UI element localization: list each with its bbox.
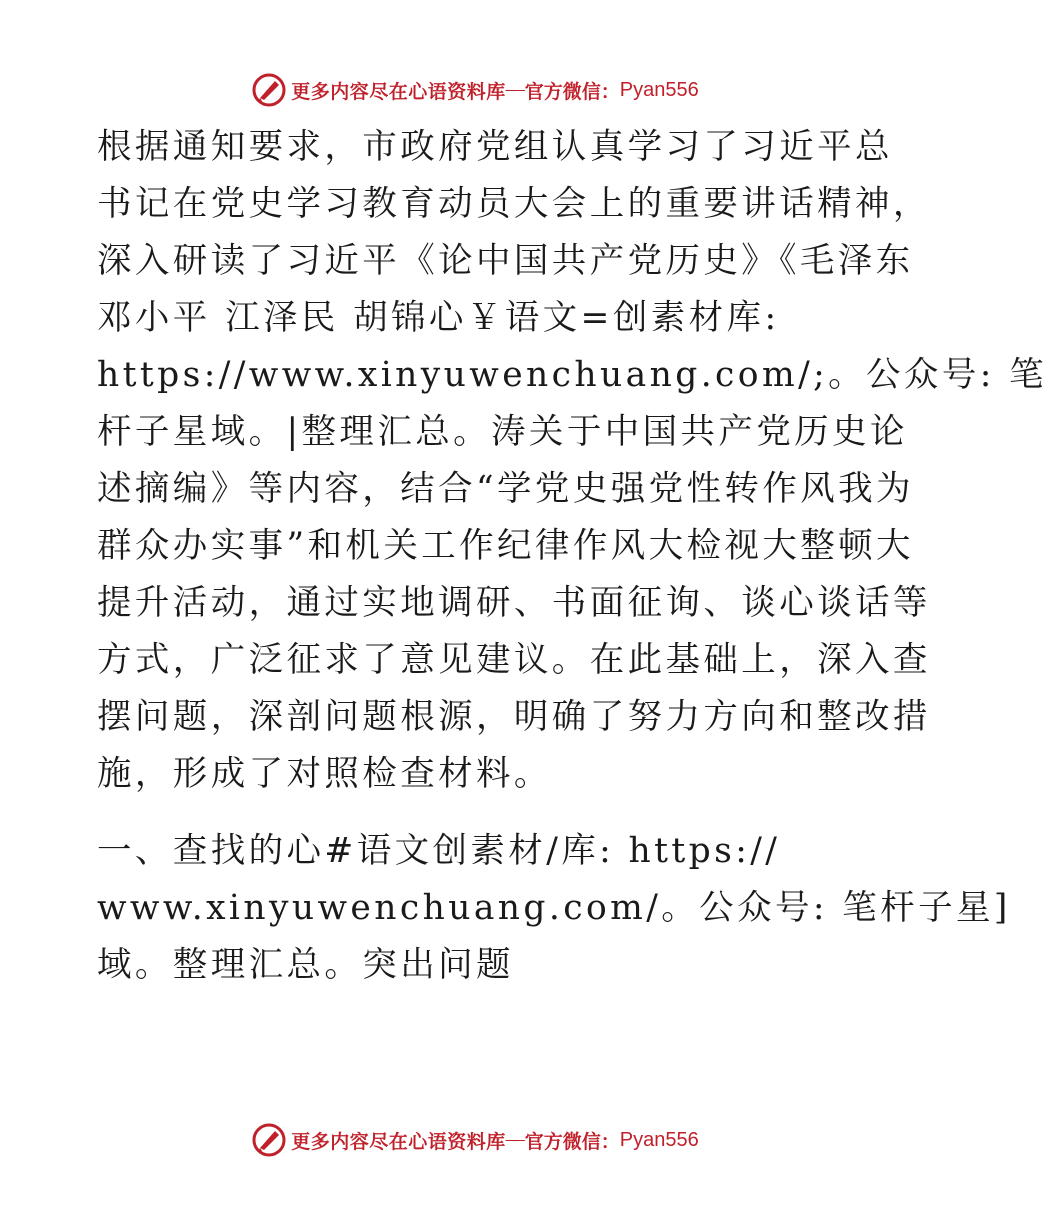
text-line: www.xinyuwenchuang.com/。公众号: 笔杆子星] — [97, 888, 1011, 928]
pen-logo-icon — [251, 1122, 287, 1158]
banner-wechat-id: Pyan556 — [619, 1128, 699, 1151]
banner-separator: — — [505, 1129, 525, 1150]
text-line: 杆子星域。|整理汇总。涛关于中国共产党历史论 — [97, 412, 908, 452]
footer-watermark-banner — [0, 1120, 950, 1160]
text-line: 根据通知要求，市政府党组认真学习了习近平总 — [97, 127, 893, 167]
banner-wechat-label: 官方微信： — [524, 1131, 620, 1153]
text-line: 书记在党史学习教育动员大会上的重要讲话精神， — [97, 184, 931, 224]
text-line: 域。整理汇总。突出问题 — [97, 945, 514, 985]
pen-logo-icon — [251, 72, 287, 108]
text-line: 摆问题，深剖问题根源，明确了努力方向和整改措 — [97, 697, 931, 737]
banner-wechat-id: Pyan556 — [619, 78, 699, 101]
banner-separator: — — [505, 79, 525, 100]
text-line: 一、查找的心#语文创素材/库: https:// — [97, 831, 781, 871]
banner-wechat-label: 官方微信： — [524, 81, 620, 103]
text-line: https://www.xinyuwenchuang.com/;。公众号: 笔 — [97, 355, 1047, 395]
text-line: 提升活动，通过实地调研、书面征询、谈心谈话等 — [97, 583, 931, 623]
text-line: 邓小平 江泽民 胡锦心￥语文=创素材库: — [97, 298, 780, 338]
text-line: 施，形成了对照检查材料。 — [97, 754, 552, 794]
text-line: 方式，广泛征求了意见建议。在此基础上，深入查 — [97, 640, 931, 680]
text-line: 群众办实事”和机关工作纪律作风大检视大整顿大 — [97, 526, 914, 566]
text-line: 深入研读了习近平《论中国共产党历史》《毛泽东 — [97, 241, 914, 281]
text-line: 述摘编》等内容，结合“学党史强党性转作风我为 — [97, 469, 914, 509]
header-watermark-banner — [0, 70, 950, 110]
banner-main-text: 更多内容尽在心语资料库 — [291, 81, 506, 103]
banner-main-text: 更多内容尽在心语资料库 — [291, 1131, 506, 1153]
